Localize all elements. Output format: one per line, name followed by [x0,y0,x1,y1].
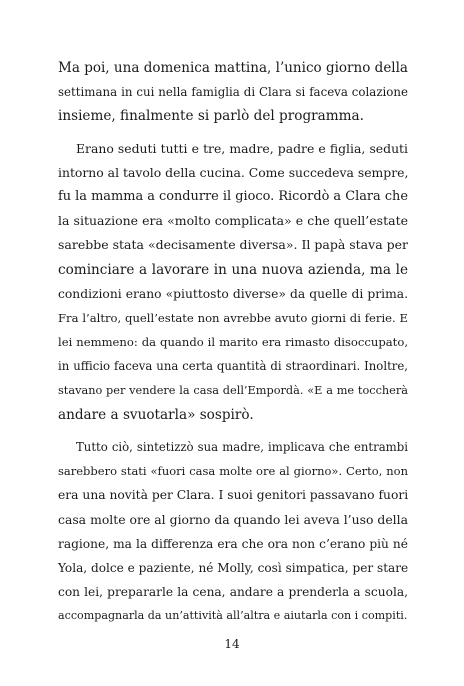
text-line: condizioni erano «piuttosto diverse» da quelle di prima. [58,286,408,301]
text-line: casa molte ore al giorno da quando lei aveva l’uso della [58,511,408,527]
text-line: la situazione era «molto complicata» e che quell’estate [58,213,408,229]
paragraph-3 [58,435,408,629]
text-line: Erano seduti tutti e tre, madre, padre e figlia, seduti [76,140,408,156]
text-line: insieme, finalmente si parlò del programma. [58,108,364,125]
text-line: lei nemmeno: da quando il marito era rimasto disoccupato, [58,335,408,350]
text-line: in ufficio faceva una certa quantità di straordinari. Inoltre, [58,359,408,374]
text-line: era una novità per Clara. I suoi genitori passavano fuori [58,488,409,503]
page-body [58,56,408,637]
text-line: sarebbe stata «decisamente diversa». Il papà stava per [58,237,408,253]
text-line: settimana in cui nella famiglia di Clara si faceva colazione [58,85,408,100]
text-line: intorno al tavolo della cucina. Come succedeva sempre, [58,164,409,180]
text-line: stavano per vendere la casa dell’Empordà. «E a me toccherà [58,383,408,397]
text-line: cominciare a lavorare in una nuova azienda, ma le [58,261,408,278]
text-line: con lei, prepararle la cena, andare a prenderla a scuola, [58,585,408,600]
text-line: Fra l’altro, quell’estate non avrebbe avuto giorni di ferie. E [58,311,408,326]
text-line: Yola, dolce e paziente, né Molly, così simpatica, per stare [58,561,409,576]
text-line: ragione, ma la differenza era che ora non c’erano più né [58,536,408,551]
paragraph-1 [58,56,408,129]
text-line: andare a svuotarla» sospirò. [58,406,254,423]
text-line: Ma poi, una domenica mattina, l’unico giorno della [58,60,408,76]
text-line: fu la mamma a condurre il gioco. Ricordò a Clara che [58,189,408,205]
text-line: sarebbero stati «fuori casa molte ore al giorno». Certo, non [58,464,408,479]
text-line: accompagnarla da un’attività all’altra e aiutarla con i compiti. [58,609,408,623]
page-number: 14 [224,637,240,651]
paragraph-2 [58,137,408,427]
text-line: Tutto ciò, sintetizzò sua madre, implicava che entrambi [76,440,408,455]
